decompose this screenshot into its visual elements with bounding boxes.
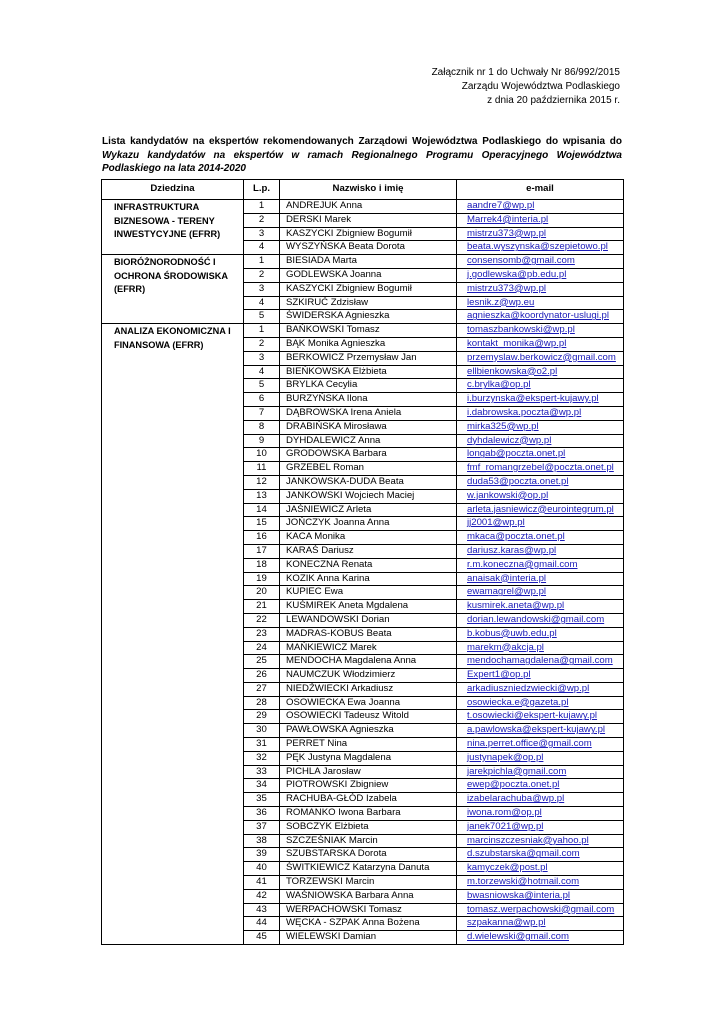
name-cell: RACHUBA-GŁÓD Izabela	[280, 793, 457, 807]
lp-cell: 40	[244, 862, 280, 876]
table-header-row	[102, 180, 624, 200]
name-cell: OSOWIECKA Ewa Joanna	[280, 696, 457, 710]
name-cell: PIOTROWSKI Zbigniew	[280, 779, 457, 793]
domain-cell: BIORÓŻNORODNOŚĆ I OCHRONA ŚRODOWISKA (EFRR)	[102, 255, 244, 324]
name-cell: BIEŃKOWSKA Elżbieta	[280, 365, 457, 379]
lp-cell: 16	[244, 531, 280, 545]
email-link[interactable]: m.torzewski@hotmail.com	[457, 876, 624, 890]
email-link[interactable]: consensomb@gmail.com	[457, 255, 624, 269]
name-cell: MAŃKIEWICZ Marek	[280, 641, 457, 655]
email-link[interactable]: iwona.rom@op.pl	[457, 807, 624, 821]
domain-cell: ANALIZA EKONOMICZNA I FINANSOWA (EFRR)	[102, 324, 244, 945]
name-cell: BERKOWICZ Przemysław Jan	[280, 351, 457, 365]
lp-cell: 11	[244, 462, 280, 476]
name-cell: PICHLA Jarosław	[280, 765, 457, 779]
lp-cell: 5	[244, 379, 280, 393]
lp-cell: 38	[244, 834, 280, 848]
lp-cell: 30	[244, 724, 280, 738]
lp-cell: 14	[244, 503, 280, 517]
table-row	[102, 324, 624, 338]
lp-cell: 17	[244, 544, 280, 558]
email-link[interactable]: Expert1@op.pl	[457, 669, 624, 683]
header-line-1: Załącznik nr 1 do Uchwały Nr 86/992/2015	[431, 67, 620, 78]
name-cell: PERRET Nina	[280, 738, 457, 752]
email-link[interactable]: tomaszbankowski@wp.pl	[457, 324, 624, 338]
lp-cell: 12	[244, 475, 280, 489]
email-link[interactable]: osowiecka.e@gazeta.pl	[457, 696, 624, 710]
name-cell: WIELEWSKI Damian	[280, 931, 457, 945]
name-cell: GRZEBEL Roman	[280, 462, 457, 476]
name-cell: SZCZEŚNIAK Marcin	[280, 834, 457, 848]
name-cell: KUPIEC Ewa	[280, 586, 457, 600]
lp-cell: 4	[244, 296, 280, 310]
email-link[interactable]: przemyslaw.berkowicz@gmail.com	[457, 351, 624, 365]
lp-cell: 22	[244, 613, 280, 627]
name-cell: WERPACHOWSKI Tomasz	[280, 903, 457, 917]
lp-cell: 15	[244, 517, 280, 531]
lp-cell: 25	[244, 655, 280, 669]
email-link[interactable]: d.wielewski@gmail.com	[457, 931, 624, 945]
table-body	[102, 200, 624, 945]
name-cell: DĄBROWSKA Irena Aniela	[280, 406, 457, 420]
lp-cell: 9	[244, 434, 280, 448]
lp-cell: 20	[244, 586, 280, 600]
name-cell: WYSZYŃSKA Beata Dorota	[280, 241, 457, 255]
name-cell: BRYLKA Cecylia	[280, 379, 457, 393]
name-cell: MADRAS-KOBUS Beata	[280, 627, 457, 641]
name-cell: WAŚNIOWSKA Barbara Anna	[280, 889, 457, 903]
email-link[interactable]: justynapek@op.pl	[457, 751, 624, 765]
title-italic: Wykazu kandydatów na ekspertów w ramach Regionalnego Programu Operacyjnego Województwa Podlaskiego na lata 2014-2020	[102, 149, 622, 174]
lp-cell: 6	[244, 393, 280, 407]
header-email: e-mail	[457, 180, 624, 200]
lp-cell: 41	[244, 876, 280, 890]
lp-cell: 4	[244, 365, 280, 379]
email-link[interactable]: a.pawlowska@ekspert-kujawy.pl	[457, 724, 624, 738]
email-link[interactable]: janek7021@wp.pl	[457, 820, 624, 834]
name-cell: KOZIK Anna Karina	[280, 572, 457, 586]
name-cell: ROMANKO Iwona Barbara	[280, 807, 457, 821]
lp-cell: 1	[244, 324, 280, 338]
lp-cell: 2	[244, 213, 280, 227]
email-link[interactable]: marcinszczesniak@yahoo.pl	[457, 834, 624, 848]
name-cell: BIESIADA Marta	[280, 255, 457, 269]
experts-table	[101, 179, 624, 945]
email-link[interactable]: arkadiuszniedzwiecki@wp.pl	[457, 682, 624, 696]
header-domain: Dziedzina	[102, 180, 244, 200]
lp-cell: 2	[244, 268, 280, 282]
email-link[interactable]: kusmirek.aneta@wp.pl	[457, 600, 624, 614]
lp-cell: 26	[244, 669, 280, 683]
lp-cell: 31	[244, 738, 280, 752]
header-lp: L.p.	[244, 180, 280, 200]
lp-cell: 44	[244, 917, 280, 931]
email-link[interactable]: kontakt_monika@wp.pl	[457, 337, 624, 351]
email-link[interactable]: fmf_romangrzebel@poczta.onet.pl	[457, 462, 624, 476]
lp-cell: 18	[244, 558, 280, 572]
name-cell: DERSKI Marek	[280, 213, 457, 227]
lp-cell: 7	[244, 406, 280, 420]
name-cell: DYHDALEWICZ Anna	[280, 434, 457, 448]
email-link[interactable]: arleta.jasniewicz@eurointegrum.pl	[457, 503, 624, 517]
email-link[interactable]: anaisak@interia.pl	[457, 572, 624, 586]
email-link[interactable]: c.brylka@op.pl	[457, 379, 624, 393]
name-cell: JAŚNIEWICZ Arleta	[280, 503, 457, 517]
name-cell: GODLEWSKA Joanna	[280, 268, 457, 282]
email-link[interactable]: jarekpichla@gmail.com	[457, 765, 624, 779]
header-name: Nazwisko i imię	[280, 180, 457, 200]
email-link[interactable]: j.godlewska@pb.edu.pl	[457, 268, 624, 282]
name-cell: BAŃKOWSKI Tomasz	[280, 324, 457, 338]
lp-cell: 8	[244, 420, 280, 434]
lp-cell: 33	[244, 765, 280, 779]
email-link[interactable]: agnieszka@koordynator-uslugi.pl	[457, 310, 624, 324]
email-link[interactable]: ellbienkowska@o2.pl	[457, 365, 624, 379]
email-link[interactable]: mistrzu373@wp.pl	[457, 282, 624, 296]
lp-cell: 45	[244, 931, 280, 945]
email-link[interactable]: r.m.koneczna@gmail.com	[457, 558, 624, 572]
domain-cell: INFRASTRUKTURA BIZNESOWA - TERENY INWESTYCYJNE (EFRR)	[102, 200, 244, 255]
lp-cell: 23	[244, 627, 280, 641]
name-cell: KONECZNA Renata	[280, 558, 457, 572]
email-link[interactable]: mirka325@wp.pl	[457, 420, 624, 434]
name-cell: PĘK Justyna Magdalena	[280, 751, 457, 765]
name-cell: DRABIŃSKA Mirosława	[280, 420, 457, 434]
name-cell: NAUMCZUK Włodzimierz	[280, 669, 457, 683]
email-link[interactable]: lesnik.z@wp.eu	[457, 296, 624, 310]
document-header	[432, 66, 620, 108]
header-line-3: z dnia 20 października 2015 r.	[487, 95, 620, 106]
name-cell: OSOWIECKI Tadeusz Witold	[280, 710, 457, 724]
lp-cell: 3	[244, 227, 280, 241]
email-link[interactable]: dorian.lewandowski@gmail.com	[457, 613, 624, 627]
email-link[interactable]: tomasz.werpachowski@gmail.com	[457, 903, 624, 917]
email-link[interactable]: beata.wyszynska@szepietowo.pl	[457, 241, 624, 255]
name-cell: SOBCZYK Elżbieta	[280, 820, 457, 834]
name-cell: PAWŁOWSKA Agnieszka	[280, 724, 457, 738]
email-link[interactable]: kamyczek@post.pl	[457, 862, 624, 876]
table-row	[102, 200, 624, 214]
name-cell: WĘCKA - SZPAK Anna Bożena	[280, 917, 457, 931]
email-link[interactable]: dyhdalewicz@wp.pl	[457, 434, 624, 448]
name-cell: KARAŚ Dariusz	[280, 544, 457, 558]
email-link[interactable]: mkaca@poczta.onet.pl	[457, 531, 624, 545]
lp-cell: 27	[244, 682, 280, 696]
lp-cell: 28	[244, 696, 280, 710]
name-cell: MENDOCHA Magdalena Anna	[280, 655, 457, 669]
document-title	[102, 135, 622, 176]
name-cell: ŚWITKIEWICZ Katarzyna Danuta	[280, 862, 457, 876]
name-cell: SZKIRUĆ Zdzisław	[280, 296, 457, 310]
name-cell: JOŃCZYK Joanna Anna	[280, 517, 457, 531]
header-line-2: Zarządu Województwa Podlaskiego	[461, 81, 620, 92]
name-cell: ŚWIDERSKA Agnieszka	[280, 310, 457, 324]
lp-cell: 35	[244, 793, 280, 807]
email-link[interactable]: aandre7@wp.pl	[457, 200, 624, 214]
name-cell: ANDREJUK Anna	[280, 200, 457, 214]
table-row	[102, 255, 624, 269]
lp-cell: 37	[244, 820, 280, 834]
name-cell: KASZYCKI Zbigniew Bogumił	[280, 227, 457, 241]
lp-cell: 3	[244, 282, 280, 296]
lp-cell: 39	[244, 848, 280, 862]
name-cell: SZUBSTARSKA Dorota	[280, 848, 457, 862]
lp-cell: 10	[244, 448, 280, 462]
name-cell: TORZEWSKI Marcin	[280, 876, 457, 890]
email-link[interactable]: bwasniowska@interia.pl	[457, 889, 624, 903]
email-link[interactable]: i.dabrowska.poczta@wp.pl	[457, 406, 624, 420]
email-link[interactable]: duda53@poczta.onet.pl	[457, 475, 624, 489]
lp-cell: 36	[244, 807, 280, 821]
lp-cell: 29	[244, 710, 280, 724]
name-cell: BĄK Monika Agnieszka	[280, 337, 457, 351]
email-link[interactable]: t.osowiecki@ekspert-kujawy.pl	[457, 710, 624, 724]
email-link[interactable]: ewep@poczta.onet.pl	[457, 779, 624, 793]
name-cell: KASZYCKI Zbigniew Bogumił	[280, 282, 457, 296]
email-link[interactable]: jj2001@wp.pl	[457, 517, 624, 531]
email-link[interactable]: d.szubstarska@gmail.com	[457, 848, 624, 862]
email-link[interactable]: Marrek4@interia.pl	[457, 213, 624, 227]
lp-cell: 42	[244, 889, 280, 903]
email-link[interactable]: b.kobus@uwb.edu.pl	[457, 627, 624, 641]
lp-cell: 4	[244, 241, 280, 255]
email-link[interactable]: ewamagrel@wp.pl	[457, 586, 624, 600]
email-link[interactable]: nina.perret.office@gmail.com	[457, 738, 624, 752]
lp-cell: 1	[244, 255, 280, 269]
email-link[interactable]: dariusz.karas@wp.pl	[457, 544, 624, 558]
name-cell: JANKOWSKI Wojciech Maciej	[280, 489, 457, 503]
lp-cell: 24	[244, 641, 280, 655]
name-cell: GRODOWSKA Barbara	[280, 448, 457, 462]
lp-cell: 21	[244, 600, 280, 614]
email-link[interactable]: w.jankowski@op.pl	[457, 489, 624, 503]
lp-cell: 19	[244, 572, 280, 586]
name-cell: KUŚMIREK Aneta Mgdalena	[280, 600, 457, 614]
lp-cell: 43	[244, 903, 280, 917]
name-cell: BURZYŃSKA Ilona	[280, 393, 457, 407]
lp-cell: 32	[244, 751, 280, 765]
lp-cell: 1	[244, 200, 280, 214]
lp-cell: 5	[244, 310, 280, 324]
email-link[interactable]: szpakanna@wp.pl	[457, 917, 624, 931]
email-link[interactable]: mistrzu373@wp.pl	[457, 227, 624, 241]
lp-cell: 13	[244, 489, 280, 503]
email-link[interactable]: i.burzynska@ekspert-kujawy.pl	[457, 393, 624, 407]
name-cell: KACA Monika	[280, 531, 457, 545]
email-link[interactable]: longab@poczta.onet.pl	[457, 448, 624, 462]
email-link[interactable]: marekm@akcja.pl	[457, 641, 624, 655]
lp-cell: 3	[244, 351, 280, 365]
name-cell: JANKOWSKA-DUDA Beata	[280, 475, 457, 489]
lp-cell: 2	[244, 337, 280, 351]
title-main: Lista kandydatów na ekspertów rekomendowanych Zarządowi Województwa Podlaskiego do wpisania do	[102, 136, 622, 147]
email-link[interactable]: izabelarachuba@wp.pl	[457, 793, 624, 807]
lp-cell: 34	[244, 779, 280, 793]
name-cell: NIEDŹWIECKI Arkadiusz	[280, 682, 457, 696]
name-cell: LEWANDOWSKI Dorian	[280, 613, 457, 627]
email-link[interactable]: mendochamagdalena@gmail.com	[457, 655, 624, 669]
